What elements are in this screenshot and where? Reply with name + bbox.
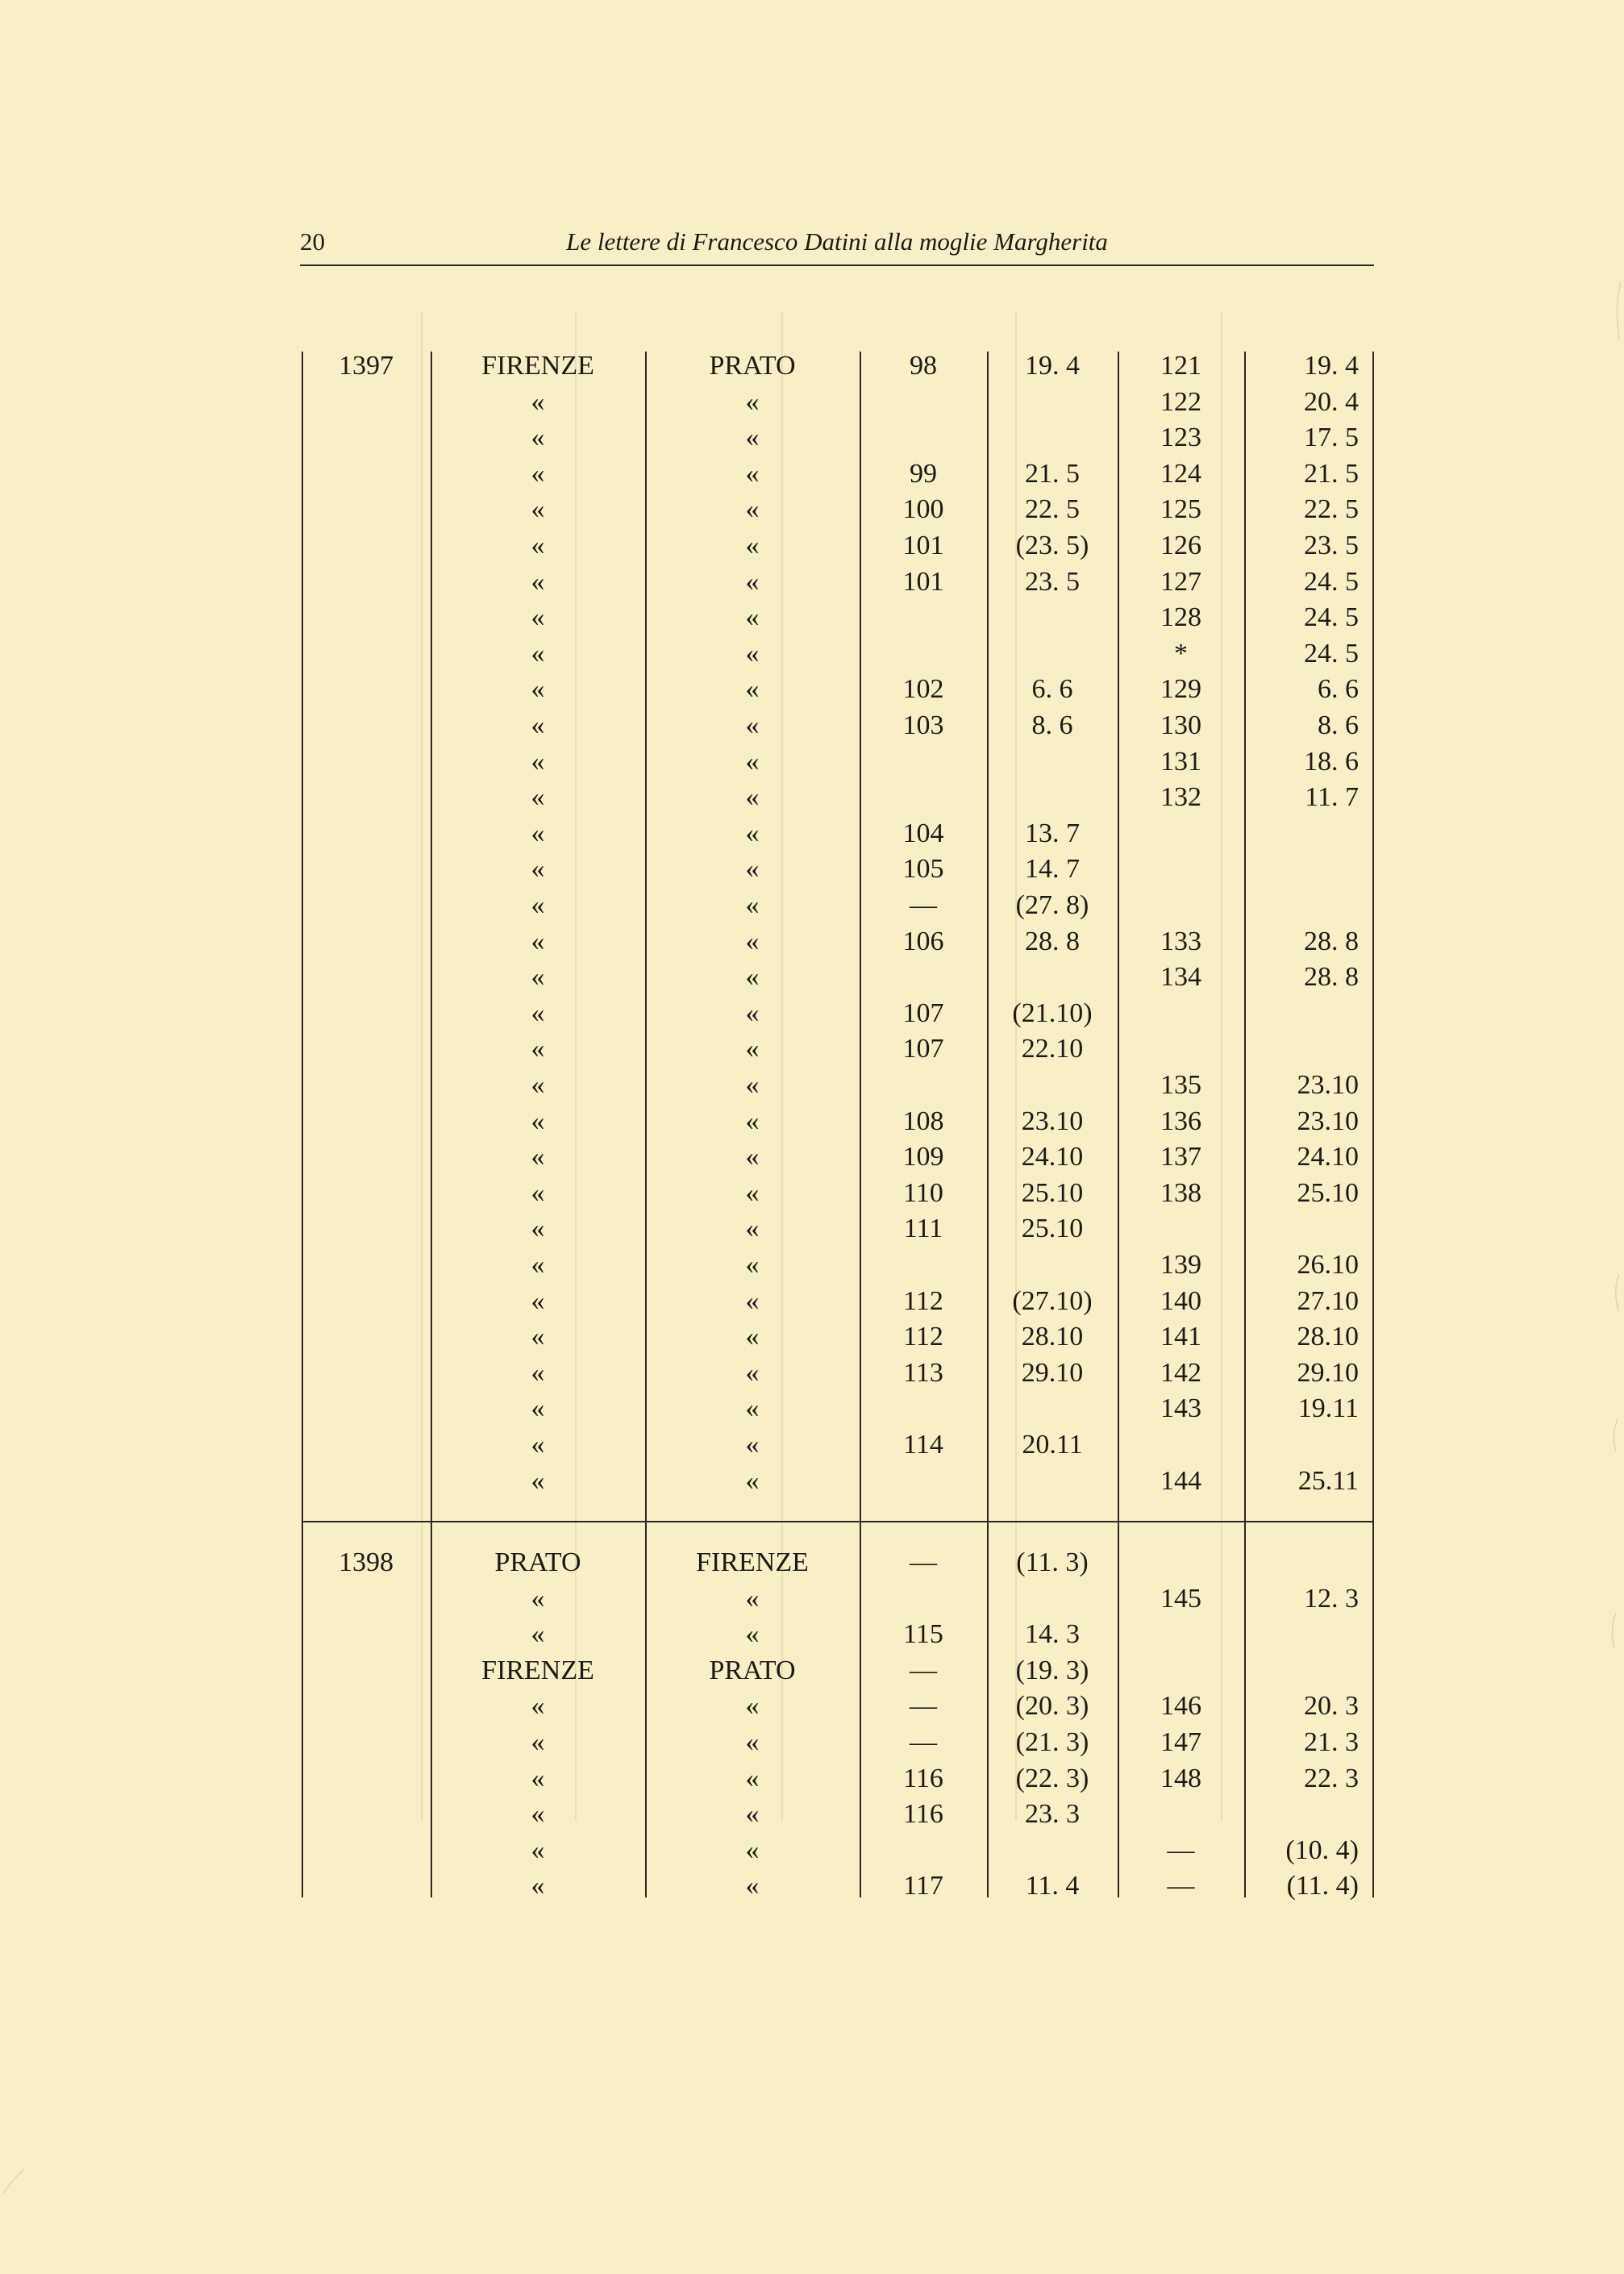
letter-number-cell: 105 [902, 854, 944, 884]
letter-date-cell: (20. 3) [1015, 1691, 1089, 1721]
reply-date-cell: 25.11 [1297, 1466, 1359, 1496]
letter-date-cell: 11. 4 [1025, 1871, 1080, 1901]
reply-number-cell: 140 [1160, 1286, 1201, 1316]
reply-number-cell: 141 [1160, 1322, 1201, 1351]
letter-date-cell: 8. 6 [1031, 710, 1073, 740]
letter-date-cell: 28.10 [1021, 1322, 1084, 1351]
reply-date-cell: 6. 6 [1318, 674, 1359, 704]
letter-date-cell: 22.10 [1021, 1034, 1084, 1064]
letter-date-cell: (27. 8) [1015, 890, 1089, 920]
origin-cell: « [531, 531, 545, 560]
reply-number-cell: 147 [1160, 1727, 1201, 1757]
origin-cell: « [531, 674, 545, 704]
destination-cell: « [745, 1286, 760, 1316]
letter-date-cell: 23. 5 [1025, 567, 1080, 597]
origin-cell: « [531, 927, 545, 956]
origin-cell: « [531, 1584, 545, 1614]
origin-cell: « [531, 602, 545, 632]
reply-date-cell: (11. 4) [1286, 1871, 1359, 1901]
letter-date-cell: 14. 7 [1025, 854, 1080, 884]
origin-cell: « [531, 1727, 545, 1757]
destination-cell: « [745, 1142, 760, 1172]
letter-date-cell: 29.10 [1021, 1358, 1084, 1388]
letter-date-cell: (21.10) [1012, 998, 1093, 1028]
letter-number-cell: 107 [902, 998, 944, 1028]
destination-cell: « [745, 1250, 760, 1280]
letter-number-cell: 102 [902, 674, 944, 704]
destination-cell: « [745, 494, 760, 524]
origin-cell: « [531, 1466, 545, 1496]
destination-cell: « [745, 1070, 760, 1100]
letter-number-cell: 101 [902, 567, 944, 597]
origin-cell: « [531, 998, 545, 1028]
origin-cell: « [531, 1799, 545, 1829]
letter-date-cell: 28. 8 [1025, 927, 1080, 956]
reply-number-cell: * [1174, 639, 1188, 668]
origin-cell: FIRENZE [481, 1656, 594, 1685]
origin-cell: « [531, 818, 545, 848]
reply-date-cell: 22. 3 [1304, 1764, 1359, 1793]
reply-date-cell: 24. 5 [1304, 639, 1359, 668]
letter-number-cell: — [910, 890, 937, 920]
reply-date-cell: 18. 6 [1304, 747, 1359, 777]
destination-cell: « [745, 1393, 760, 1423]
destination-cell: « [745, 1322, 760, 1351]
destination-cell: « [745, 747, 760, 777]
reply-number-cell: 142 [1160, 1358, 1201, 1388]
origin-cell: « [531, 1178, 545, 1208]
reply-number-cell: 124 [1160, 459, 1201, 489]
origin-cell: « [531, 1214, 545, 1243]
origin-cell: « [531, 1034, 545, 1064]
reply-number-cell: 129 [1160, 674, 1201, 704]
destination-cell: « [745, 890, 760, 920]
destination-cell: « [745, 1871, 760, 1901]
letter-number-cell: 103 [902, 710, 944, 740]
destination-cell: « [745, 674, 760, 704]
destination-cell: « [745, 1178, 760, 1208]
reply-number-cell: 146 [1160, 1691, 1201, 1721]
origin-cell: « [531, 423, 545, 452]
reply-number-cell: 139 [1160, 1250, 1201, 1280]
reply-date-cell: 11. 7 [1305, 782, 1359, 812]
letter-date-cell: 21. 5 [1025, 459, 1080, 489]
year-cell: 1398 [339, 1547, 394, 1577]
letter-number-cell: 116 [903, 1764, 943, 1793]
letter-number-cell: 110 [903, 1178, 943, 1208]
reply-date-cell: 20. 3 [1304, 1691, 1359, 1721]
reply-date-cell: 24.10 [1297, 1142, 1359, 1172]
destination-cell: « [745, 387, 760, 417]
destination-cell: « [745, 1584, 760, 1614]
destination-cell: « [745, 1764, 760, 1793]
destination-cell: « [745, 1835, 760, 1865]
letter-number-cell: 106 [902, 927, 944, 956]
letters-register-table [302, 345, 1374, 1901]
reply-date-cell: 12. 3 [1304, 1584, 1359, 1614]
letter-date-cell: 14. 3 [1025, 1619, 1080, 1649]
letter-number-cell: 100 [902, 494, 944, 524]
origin-cell: « [531, 1764, 545, 1793]
origin-cell: « [531, 890, 545, 920]
origin-cell: « [531, 387, 545, 417]
origin-cell: « [531, 1286, 545, 1316]
reply-date-cell: 19. 4 [1304, 351, 1359, 381]
reply-number-cell: 138 [1160, 1178, 1201, 1208]
letter-date-cell: 19. 4 [1025, 351, 1080, 381]
reply-number-cell: 121 [1160, 351, 1201, 381]
letter-date-cell: 23. 3 [1025, 1799, 1080, 1829]
destination-cell: « [745, 1727, 760, 1757]
reply-date-cell: 8. 6 [1318, 710, 1359, 740]
year-cell: 1397 [339, 351, 394, 381]
destination-cell: « [745, 1799, 760, 1829]
letter-date-cell: (11. 3) [1016, 1547, 1089, 1577]
letter-date-cell: 13. 7 [1025, 818, 1080, 848]
letter-number-cell: 112 [903, 1322, 943, 1351]
reply-number-cell: 145 [1160, 1584, 1201, 1614]
destination-cell: « [745, 531, 760, 560]
reply-date-cell: 24. 5 [1304, 567, 1359, 597]
origin-cell: « [531, 567, 545, 597]
letter-number-cell: 112 [903, 1286, 943, 1316]
origin-cell: « [531, 1691, 545, 1721]
origin-cell: « [531, 1619, 545, 1649]
letter-number-cell: 104 [902, 818, 944, 848]
reply-number-cell: 148 [1160, 1764, 1201, 1793]
year-separator-rule [302, 1521, 1374, 1522]
origin-cell: « [531, 1871, 545, 1901]
reply-number-cell: 136 [1160, 1106, 1201, 1136]
reply-number-cell: 127 [1160, 567, 1201, 597]
reply-date-cell: 23.10 [1297, 1106, 1359, 1136]
reply-number-cell: 128 [1160, 602, 1201, 632]
destination-cell: « [745, 927, 760, 956]
reply-date-cell: 28.10 [1297, 1322, 1359, 1351]
origin-cell: « [531, 459, 545, 489]
letter-number-cell: 107 [902, 1034, 944, 1064]
reply-number-cell: 131 [1160, 747, 1201, 777]
letter-number-cell: — [910, 1691, 937, 1721]
origin-cell: « [531, 962, 545, 992]
letter-date-cell: 25.10 [1021, 1178, 1084, 1208]
origin-cell: « [531, 1430, 545, 1460]
letter-date-cell: 23.10 [1021, 1106, 1084, 1136]
reply-number-cell: 123 [1160, 423, 1201, 452]
destination-cell: « [745, 1106, 760, 1136]
origin-cell: « [531, 494, 545, 524]
letter-number-cell: 98 [910, 351, 937, 381]
letter-number-cell: 114 [903, 1430, 943, 1460]
reply-date-cell: 19.11 [1297, 1393, 1359, 1423]
reply-number-cell: 135 [1160, 1070, 1201, 1100]
destination-cell: « [745, 602, 760, 632]
origin-cell: « [531, 639, 545, 668]
destination-cell: « [745, 1034, 760, 1064]
letter-date-cell: (22. 3) [1015, 1764, 1089, 1793]
reply-number-cell: 125 [1160, 494, 1201, 524]
reply-date-cell: 23. 5 [1304, 531, 1359, 560]
destination-cell: « [745, 1214, 760, 1243]
letter-number-cell: 116 [903, 1799, 943, 1829]
reply-number-cell: 133 [1160, 927, 1201, 956]
destination-cell: « [745, 818, 760, 848]
destination-cell: « [745, 998, 760, 1028]
reply-number-cell: 134 [1160, 962, 1201, 992]
origin-cell: « [531, 854, 545, 884]
reply-date-cell: 23.10 [1297, 1070, 1359, 1100]
reply-date-cell: (10. 4) [1285, 1835, 1359, 1865]
letter-number-cell: — [910, 1547, 937, 1577]
letter-number-cell: 99 [910, 459, 937, 489]
letter-date-cell: 20.11 [1022, 1430, 1083, 1460]
letter-number-cell: — [910, 1727, 937, 1757]
reply-number-cell: 137 [1160, 1142, 1201, 1172]
reply-date-cell: 28. 8 [1304, 962, 1359, 992]
reply-date-cell: 25.10 [1297, 1178, 1359, 1208]
reply-number-cell: 130 [1160, 710, 1201, 740]
reply-date-cell: 21. 5 [1304, 459, 1359, 489]
table-right-rule [1372, 352, 1374, 1897]
origin-cell: « [531, 1322, 545, 1351]
origin-cell: « [531, 1358, 545, 1388]
destination-cell: « [745, 854, 760, 884]
origin-cell: « [531, 1835, 545, 1865]
destination-cell: « [745, 1430, 760, 1460]
origin-cell: « [531, 747, 545, 777]
destination-cell: « [745, 423, 760, 452]
letter-date-cell: (23. 5) [1015, 531, 1089, 560]
origin-cell: « [531, 782, 545, 812]
destination-cell: FIRENZE [696, 1547, 809, 1577]
letter-number-cell: 117 [903, 1871, 943, 1901]
reply-number-cell: 122 [1160, 387, 1201, 417]
destination-cell: « [745, 639, 760, 668]
reply-number-cell: 143 [1160, 1393, 1201, 1423]
reply-date-cell: 21. 3 [1304, 1727, 1359, 1757]
reply-number-cell: 126 [1160, 531, 1201, 560]
reply-date-cell: 17. 5 [1304, 423, 1359, 452]
letter-date-cell: 22. 5 [1025, 494, 1080, 524]
destination-cell: « [745, 962, 760, 992]
origin-cell: PRATO [494, 1547, 581, 1577]
reply-number-cell: 132 [1160, 782, 1201, 812]
destination-cell: « [745, 1619, 760, 1649]
reply-date-cell: 26.10 [1297, 1250, 1359, 1280]
running-title: Le lettere di Francesco Datini alla moglie Margherita [566, 227, 1108, 256]
letter-date-cell: 24.10 [1021, 1142, 1084, 1172]
origin-cell: « [531, 1393, 545, 1423]
origin-cell: « [531, 1142, 545, 1172]
letter-number-cell: 111 [903, 1214, 943, 1243]
destination-cell: « [745, 1691, 760, 1721]
reply-number-cell: — [1167, 1835, 1195, 1865]
reply-date-cell: 28. 8 [1304, 927, 1359, 956]
origin-cell: « [531, 1250, 545, 1280]
letter-number-cell: 109 [902, 1142, 944, 1172]
page-number: 20 [300, 227, 325, 256]
letter-number-cell: — [910, 1656, 937, 1685]
destination-cell: « [745, 1358, 760, 1388]
letter-number-cell: 101 [902, 531, 944, 560]
destination-cell: « [745, 1466, 760, 1496]
destination-cell: « [745, 459, 760, 489]
reply-date-cell: 29.10 [1297, 1358, 1359, 1388]
reply-date-cell: 20. 4 [1304, 387, 1359, 417]
destination-cell: PRATO [709, 351, 796, 381]
letter-date-cell: 6. 6 [1031, 674, 1073, 704]
letter-number-cell: 113 [903, 1358, 943, 1388]
destination-cell: « [745, 782, 760, 812]
table-left-rule [302, 352, 303, 1897]
letter-date-cell: 25.10 [1021, 1214, 1084, 1243]
reply-date-cell: 24. 5 [1304, 602, 1359, 632]
page-header [300, 223, 1374, 266]
letter-date-cell: (19. 3) [1015, 1656, 1089, 1685]
letter-date-cell: (27.10) [1012, 1286, 1093, 1316]
reply-number-cell: 144 [1160, 1466, 1201, 1496]
letter-number-cell: 108 [902, 1106, 944, 1136]
letter-date-cell: (21. 3) [1015, 1727, 1089, 1757]
letter-number-cell: 115 [903, 1619, 943, 1649]
origin-cell: « [531, 1106, 545, 1136]
reply-number-cell: — [1167, 1871, 1195, 1901]
destination-cell: « [745, 567, 760, 597]
destination-cell: « [745, 710, 760, 740]
origin-cell: FIRENZE [481, 351, 594, 381]
destination-cell: PRATO [709, 1656, 796, 1685]
origin-cell: « [531, 1070, 545, 1100]
reply-date-cell: 27.10 [1297, 1286, 1359, 1316]
reply-date-cell: 22. 5 [1304, 494, 1359, 524]
origin-cell: « [531, 710, 545, 740]
